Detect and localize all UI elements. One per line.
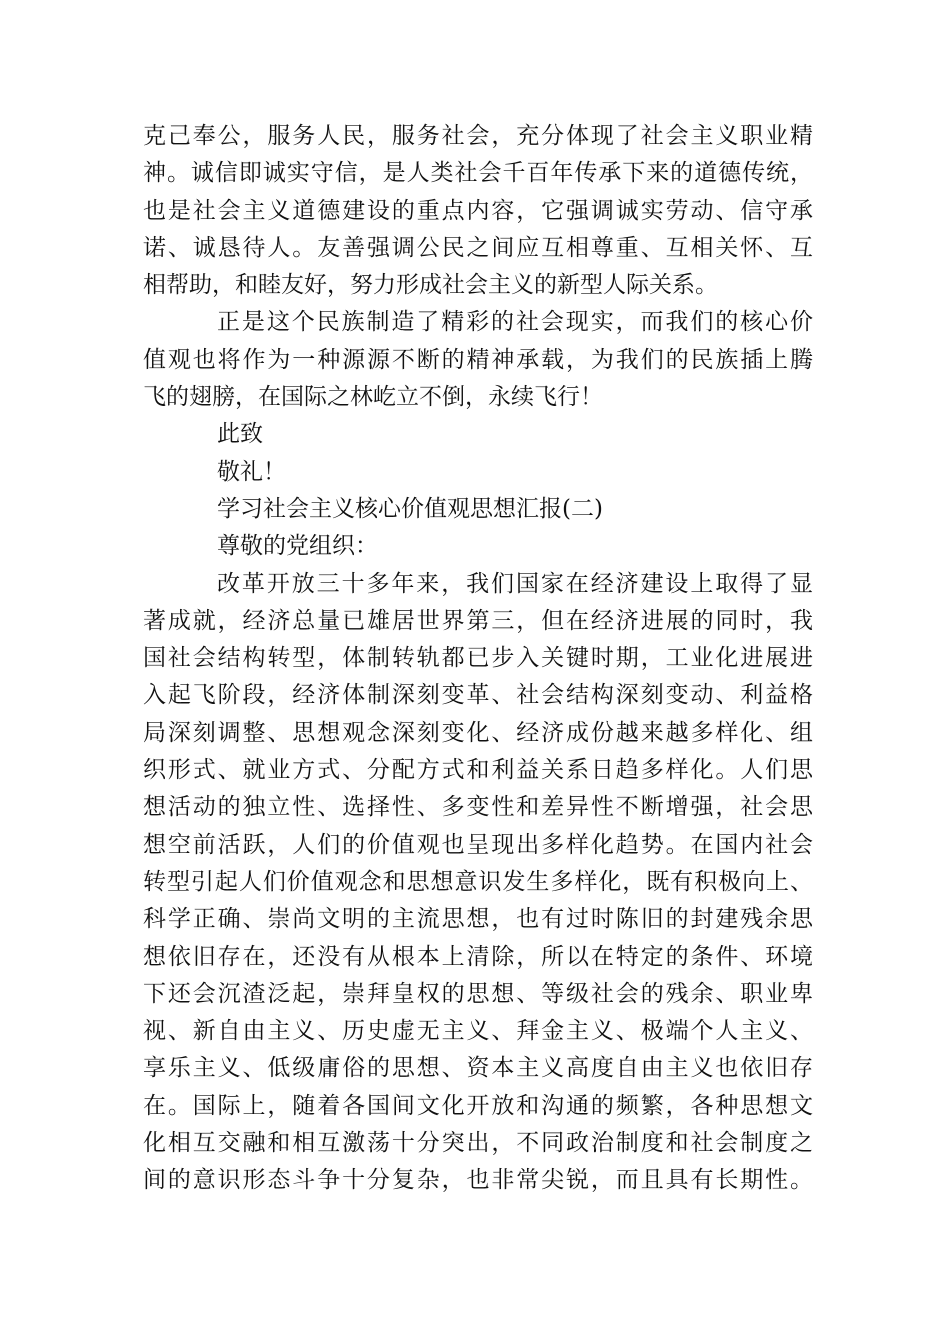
text-line: 相帮助，和睦友好，努力形成社会主义的新型人际关系。 xyxy=(143,272,718,299)
text-line: 也是社会主义道德建设的重点内容，它强调诚实劳动、信守承 xyxy=(143,197,813,224)
text-line: 著成就，经济总量已雄居世界第三，但在经济进展的同时，我 xyxy=(143,607,813,634)
closing-salutation: 此致 xyxy=(217,421,263,448)
paragraph-first-line: 改革开放三十多年来，我们国家在经济建设上取得了显 xyxy=(217,570,813,597)
text-line: 间的意识形态斗争十分复杂，也非常尖锐，而且具有长期性。 xyxy=(143,1167,813,1194)
closing-regards: 敬礼！ xyxy=(217,458,286,485)
text-line: 想活动的独立性、选择性、多变性和差异性不断增强，社会思 xyxy=(143,794,813,821)
text-line: 视、新自由主义、历史虚无主义、拜金主义、极端个人主义、 xyxy=(143,1018,813,1045)
text-line: 飞的翅膀，在国际之林屹立不倒，永续飞行！ xyxy=(143,384,603,411)
section-title: 学习社会主义核心价值观思想汇报(二) xyxy=(217,495,603,522)
document-body xyxy=(143,118,813,1200)
text-line: 入起飞阶段，经济体制深刻变革、社会结构深刻变动、利益格 xyxy=(143,682,813,709)
text-line: 科学正确、崇尚文明的主流思想，也有过时陈旧的封建残余思 xyxy=(143,906,813,933)
text-line: 想依旧存在，还没有从根本上清除，所以在特定的条件、环境 xyxy=(143,943,813,970)
text-line: 克己奉公，服务人民，服务社会，充分体现了社会主义职业精 xyxy=(143,123,813,149)
text-line: 国社会结构转型，体制转轨都已步入关键时期，工业化进展进 xyxy=(143,645,813,672)
paragraph-first-line: 正是这个民族制造了精彩的社会现实，而我们的核心价 xyxy=(217,309,813,336)
text-line: 值观也将作为一种源源不断的精神承载，为我们的民族插上腾 xyxy=(143,346,813,373)
text-line: 享乐主义、低级庸俗的思想、资本主义高度自由主义也依旧存 xyxy=(143,1055,813,1082)
text-line: 想空前活跃，人们的价值观也呈现出多样化趋势。在国内社会 xyxy=(143,831,813,858)
text-line: 织形式、就业方式、分配方式和利益关系日趋多样化。人们思 xyxy=(143,757,813,784)
text-line: 神。诚信即诚实守信，是人类社会千百年传承下来的道德传统， xyxy=(143,160,813,187)
text-line: 转型引起人们价值观念和思想意识发生多样化，既有积极向上、 xyxy=(143,868,813,895)
text-line: 在。国际上，随着各国间文化开放和沟通的频繁，各种思想文 xyxy=(143,1092,813,1119)
text-line: 化相互交融和相互激荡十分突出，不同政治制度和社会制度之 xyxy=(143,1130,813,1157)
text-line: 诺、诚恳待人。友善强调公民之间应互相尊重、互相关怀、互 xyxy=(143,234,813,261)
text-line: 局深刻调整、思想观念深刻变化、经济成份越来越多样化、组 xyxy=(143,719,813,746)
text-line: 下还会沉渣泛起，崇拜皇权的思想、等级社会的残余、职业卑 xyxy=(143,980,813,1007)
salutation: 尊敬的党组织： xyxy=(217,533,378,560)
